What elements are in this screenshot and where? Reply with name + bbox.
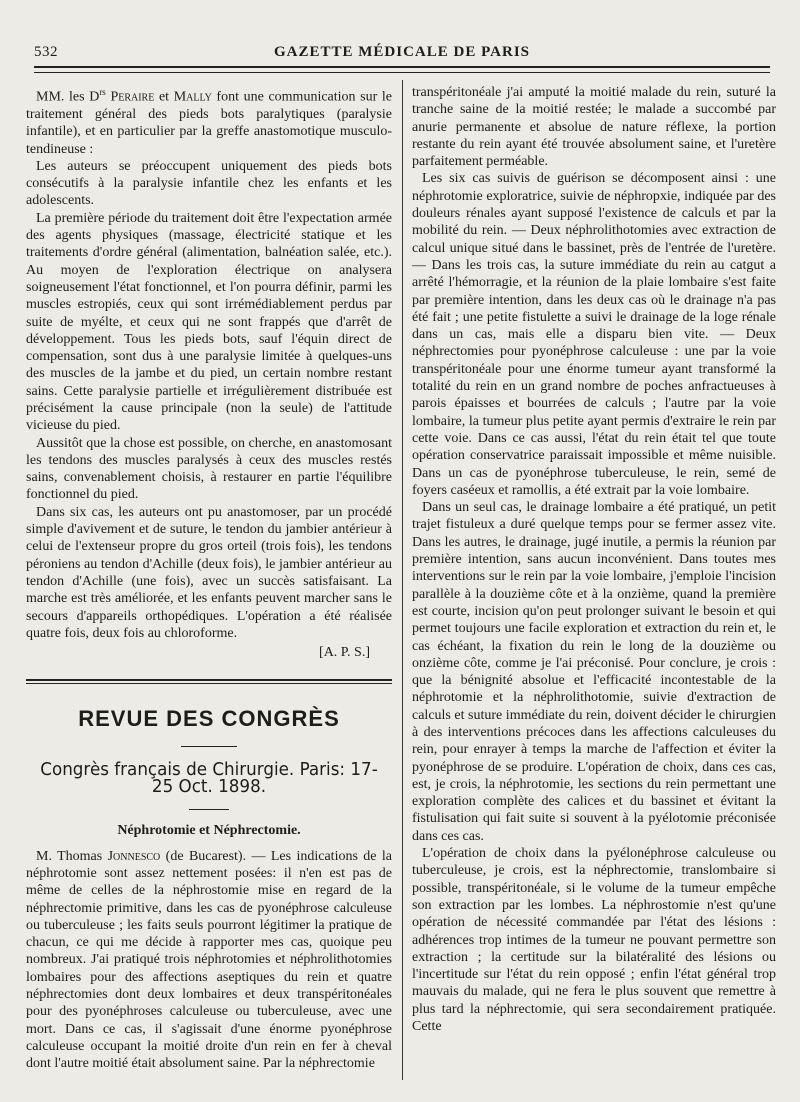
title-rule (181, 746, 237, 747)
author-name: Mally (173, 89, 212, 105)
article-signature: [A. P. S.] (319, 645, 370, 661)
paragraph-jonnesco: M. Thomas Jonnesco (de Bucarest). — Les indications de la néphrotomie sont assez nettement posées: il n'en est pas de même de celles de la néphrostomie mise en regard de la néphrectomie primitive, dans les cas de pyonéphrose calculeuse ou tuberculeuse ; les faits seuls pourront légitimer la pratique de chacun, ce qui me décide à rapporter mes cas, quoique peu nombreux. J'ai pratiqué trois néphrotomies et néphrolithotomies lombaires pour des affections aseptiques du rein et quatre néphrectomies dont deux lombaires et deux transpéritonéales pour des pyonéphroses calculeuse ou tuberculeuse, avec une mort. Dans ce cas, il s'agissait d'une énorme pyonéphrose calculeuse occupant la moitié droite d'un rein en fer à cheval dont l'autre moitié était absolument saine. Par la néphrectomie (26, 848, 392, 1072)
paragraph: Les six cas suivis de guérison se décomposent ainsi : une néphrotomie exploratrice, suivie de néphropxie, indiquée par des douleurs rénales ayant supposé l'existence de calculs et par la mobilité du rein. — Deux néphrolithotomies avec extraction de calcul unique situé dans le bassinet, près de l'entrée de l'uretère. — Dans les trois cas, la suture immédiate du rein au catgut a arrêté l'hémorragie, et la réunion de la plaie lombaire s'est faite par première intention, dans les deux cas où le drainage n'a pas été fait ; une petite fistulette a suivi le drainage de la loge rénale dans un cas, mais elle a disparu bien vite. — Deux néphrectomies pour pyonéphrose calculeuse : une par la voie transpéritonéale pour une énorme tumeur ayant transformé la totalité du rein en un grand nombre de poches anfractueuses à parois épaisses et bourrées de calculs ; l'autre par la voie lombaire, la tumeur plus petite ayant permis d'extraire le rein par cette voie. Dans ce cas aussi, l'état du rein était tel que toute opération conservatrice paraissait impossible et même nuisible. Dans un cas de pyonéphrose tuberculeuse, le rein, semé de foyers caséeux et ramollis, a été extrait par la voie lombaire. (412, 171, 776, 498)
page-header (34, 44, 770, 68)
paragraph: transpéritonéale j'ai amputé la moitié malade du rein, suturé la tranche saine de la moitié restée; le malade a succombé par anurie permanente et absolue de nature réflexe, la portion restante du rein ayant été trouvée absolument saine, et l'uretère parfaitement perméable. (412, 85, 776, 170)
right-column (412, 84, 776, 1035)
paragraph: Aussitôt que la chose est possible, on cherche, en anastomosant les tendons des muscles paralysés à ceux des muscles restés sains, convenablement choisis, à restaurer en partie l'équilibre fonctionnel du pied. (26, 435, 392, 503)
paragraph: L'opération de choix dans la pyélonéphrose calculeuse ou tuberculeuse, je crois, est la néphrectomie, translombaire si possible, transpéritonéale, si le volume de la tumeur empêche son extraction par les lombes. La néphrostomie n'est qu'une opération de nécessité commandée par l'état des lésions : adhérences trop intimes de la tumeur ne pouvant permettre son extraction ; la certitude sur la bilatéralité des lésions ou l'incertitude sur l'état du rein opposé ; enfin l'état général trop mauvais du malade, qui ne fera le plus souvent que remettre à plus tard la néphrectomie, qui sera secondairement pratiquée. Cette (412, 846, 776, 1035)
paragraph: Les auteurs se préoccupent uniquement des pieds bots consécutifs à la paralysie infantile chez les enfants et les adolescents. (26, 158, 392, 209)
left-column (26, 84, 392, 1073)
paragraph: La première période du traitement doit être l'expectation armée des agents physiques (massage, électricité statique et les traitements d'ordre général (alimentation, balnéation salée, etc.). Au moyen de l'exploration électrique on analysera soigneusement l'état fonctionnel, et l'on pourra définir, parmi les muscles estropiés, ceux qui sont irrémédiablement perdus par suite de myélte, et ceux qui ne sont frappés que d'arrêt de développement. Tous les pieds bots, sauf l'équin direct de compensation, sont dus à une paralysie limitée à quelques-uns des muscles de la jambe et du pied, un certain nombre restant sains. Cette paralysie partielle et irrégulièrement distribuée est précisément la cause principale (non la seule) de l'attitude vicieuse du pied. (26, 210, 392, 434)
paragraph: Dans un seul cas, le drainage lombaire a été pratiqué, un petit trajet fistuleux a duré quelque temps pour se fermer assez vite. Dans les autres, le drainage, jugé inutile, a permis la réunion par première intention, sans aucun inconvénient. Dans toutes mes interventions sur le rein par la voie lombaire, j'emploie l'incision parallèle à la douzième côte et à la onzième, quand la première est courte, incision qu'on peut prolonger suivant le besoin et qui permet toujours une facile exploration et extraction du rein et, le cas échéant, la fixation du rein le long de la douzième ou onzième côte, comme je l'ai préconisé. Pour conclure, je crois : que la bénignité absolue et l'efficacité incontestable de la néphrotomie et la néphrolithotomie, suivie d'extraction de calculs et suture immédiate du rein, doivent décider le chirurgien à des interventions précoces dans les affections calculeuses du rein, pour enrayer à temps la marche de l'affection et éviter la pyonéphrose de se produire. L'opération de choix, dans ces cas, est, je crois, la néphrotomie, les sections du rein permettant une exploration complète des calices et du bassinet et évitant la fistulisation qui fait suite si souvent à la pyélotomie préconisée dans ces cas. (412, 500, 776, 844)
header-rule-thin (34, 72, 770, 73)
paragraph-peraire-mally: MM. les $D^{rs}$ Peraire et Mally font une communication sur le traitement général des pieds bots paralytiques (paralysie infantile), et en particulier par la greffe anastomotique musculo-tendineuse : (26, 87, 392, 157)
section-title: REVUE DES CONGRÈS (78, 706, 340, 732)
congress-title: Congrès français de Chirurgie. Paris: 17-25 Oct. 1898. (40, 758, 378, 798)
journal-title: GAZETTE MÉDICALE DE PARIS (273, 44, 530, 60)
section-separator (26, 679, 392, 684)
page-number: 532 (34, 44, 58, 60)
author-name: Peraire (110, 89, 155, 105)
author-name: Jonnesco (107, 848, 161, 864)
subsection-title: Néphrotomie et Néphrectomie. (117, 823, 301, 839)
paragraph: Dans six cas, les auteurs ont pu anastomoser, par un procédé simple d'avivement et de suture, le tendon du jambier antérieur à celui de l'extenseur propre du gros orteil (trois fois), les tendons péroniens au tendon d'Achille (deux fois), le jambier antérieur au tendon d'Achille (une fois), avec un succès satisfaisant. La marche est très améliorée, et les enfants peuvent marcher sans le secours d'appareils orthopédiques. L'opération a été réalisée quatre fois, deux fois au chloroforme. (26, 504, 392, 641)
header-rule (34, 66, 770, 68)
column-divider (402, 80, 403, 1080)
title-rule (189, 809, 229, 810)
